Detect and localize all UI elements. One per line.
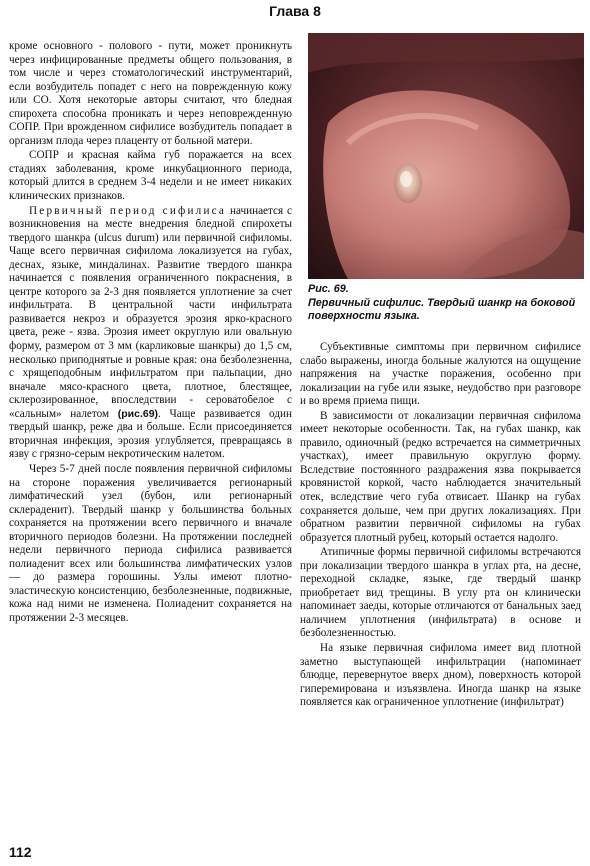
figure-reference: (рис.69): [117, 407, 159, 420]
paragraph: [9, 205, 292, 462]
figure-caption-text: Первичный сифилис. Твердый шанкр на боковой поверхности языка.: [308, 296, 576, 322]
page-number: 112: [9, 844, 32, 860]
paragraph: На языке первичная сифилома имеет вид плотной заметно выступающей инфильтрации (напоминает блюдце, перевернутое вверх дном), поверхность которой гиперемирована и изъязвлена. Иногда шанкр на языке появляется как ограниченное уплотнение (инфильтрат): [300, 642, 581, 709]
section-lead: Первичный период сифилиса: [29, 204, 227, 217]
left-column: [9, 40, 292, 626]
paragraph: Атипичные формы первичной сифиломы встречаются при локализации твердого шанкра в углах рта, на десне, переходной складке, языке, где твердый шанкр приобретает вид трещины. В углу рта он клинически напоминает заеды, которые отличаются от банальных заед наличием уплотнения (инфильтрата) в основе и безболезненностью.: [300, 546, 581, 640]
paragraph-text: начинается с возникновения на месте внедрения бледной спирохеты твердого шанкра (ulcus durum) или первичной сифиломы. Чаще всего первичная сифилома локализуется на губах, деснах, языке, миндалинах. Развитие твердого шанкра начинается с появления ограниченного покраснения, в центре которого за 2-3 дня появляется уплотнение за счет инфильтрата. В центральной части инфильтрата развивается некроз и образуется эрозия ярко-красного цвета, реже - язва. Эрозия имеет округлую или овальную форму, размером от 3 мм (карликовые шанкры) до 1,5 см, несколько приподнятые и ровные края: она безболезненна, с хрящеподобным инфильтратом при пальпации, дно вначале мясо-красного цвета, плотное, блестящее, склерозированное, впоследствии - сероватобелое с «сальным» налетом: [9, 204, 292, 420]
paragraph: СОПР и красная кайма губ поражается на всех стадиях заболевания, кроме инкубационного периода, который длится в среднем 3-4 недели и не имеет никаких клинических признаков.: [9, 149, 292, 203]
tongue-photo-illustration: [308, 33, 584, 279]
paragraph: В зависимости от локализации первичная сифилома имеет некоторые особенности. Так, на губах шанкр, как правило, одиночный (редко встречается на симметричных участках), имеет правильную округлую форму. Вследствие постоянного раздражения язва покрывается кровянистой коркой, часто наблюдается значительный отек, вследствие чего губа отвисает. Шанкр на губах сохраняется дольше, чем при других локализациях. При обратном развитии первичной сифиломы на губах образуется плотный рубец, который остается надолго.: [300, 409, 581, 544]
right-column: [300, 341, 581, 710]
paragraph-text: . Чаще развивается один твердый шанкр, реже два и больше. Если присоединяется вторичная инфекция, эрозия углубляется, превращаясь в язву с грязно-серым некротическим налетом.: [9, 407, 292, 461]
paragraph: кроме основного - полового - пути, может проникнуть через инфицированные предметы общего пользования, в том числе и через стоматологический инструментарий, если возбудитель попадет с него на поврежденную кожу или СО. Хотя некоторые авторы считают, что бледная спирохета способна проникать и через неповрежденную СОПР. При врожденном сифилисе возбудитель попадает в организм плода через плаценту от больной матери.: [9, 40, 292, 147]
figure-caption: [308, 283, 584, 324]
paragraph: Субъективные симптомы при первичном сифилисе слабо выражены, иногда больные жалуются на ощущение напряжения на участке поражения, особенно при локализации на губе или языке, неудобство при разговоре и во время приема пищи.: [300, 341, 581, 408]
chapter-header: Глава 8: [269, 3, 321, 19]
paragraph: Через 5-7 дней после появления первичной сифиломы на стороне поражения увеличивается регионарный лимфатический узел (бубон, или регионарный склераденит). Твердый шанкр у большинства больных сохраняется на протяжении всего первичного и вначале вторичного периодов болезни. На протяжении последней недели первичного периода сифилиса развивается полиаденит всех или большинства лимфатических узлов — до размера горошины. Узлы имеют плотно-эластическую консистенцию, безболезненные, подвижные, кожа над ними не изменена. Полиаденит сохраняется на протяжении 2-3 месяцев.: [9, 462, 292, 624]
figure-label: Рис. 69.: [308, 283, 349, 295]
figure-photo: [308, 33, 584, 279]
